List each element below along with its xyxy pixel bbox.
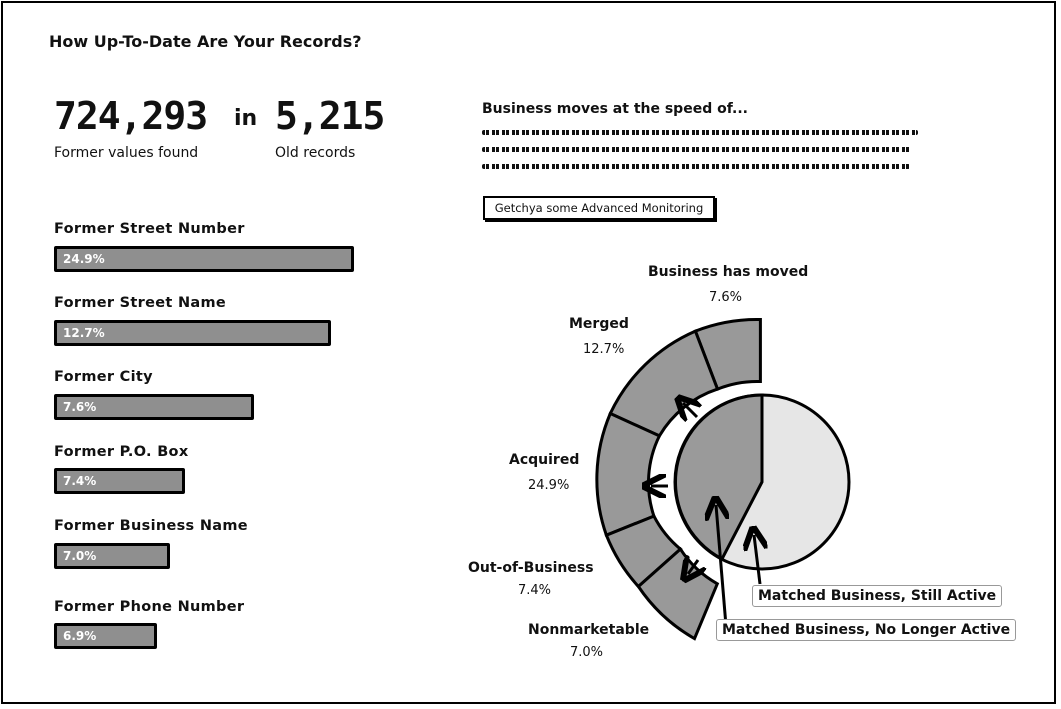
bar-value: 7.6% [63, 400, 97, 414]
segment-label-acquired: Acquired [509, 452, 580, 468]
former-values-count: 724,293 [54, 94, 208, 138]
bar-value: 7.4% [63, 474, 97, 488]
in-connector: in [234, 106, 258, 131]
segment-value-business-has-moved: 7.6% [709, 290, 743, 305]
bar-label-street-name: Former Street Name [54, 295, 227, 311]
bar-value: 24.9% [63, 252, 105, 266]
old-records-count: 5,215 [275, 94, 385, 138]
bar-label-city: Former City [54, 369, 153, 385]
segment-value-merged: 12.7% [583, 342, 625, 357]
callout-still-active: Matched Business, Still Active [752, 585, 1002, 607]
bar-value: 7.0% [63, 549, 97, 563]
bar-value: 12.7% [63, 326, 105, 340]
bar-value: 6.9% [63, 629, 97, 643]
former-values-label: Former values found [54, 145, 199, 161]
promo-heading: Business moves at the speed of... [482, 101, 748, 117]
page-title: How Up-To-Date Are Your Records? [49, 32, 362, 51]
segment-value-acquired: 24.9% [528, 478, 570, 493]
segment-value-nonmarketable: 7.0% [570, 645, 604, 660]
segment-label-out-of-business: Out-of-Business [468, 560, 594, 576]
arrow-to-merged [683, 403, 697, 417]
segment-value-out-of-business: 7.4% [518, 583, 552, 598]
segment-label-nonmarketable: Nonmarketable [528, 622, 650, 638]
bar-label-business-name: Former Business Name [54, 518, 248, 534]
bar-label-po-box: Former P.O. Box [54, 444, 189, 460]
segment-label-business-has-moved: Business has moved [648, 264, 809, 280]
old-records-label: Old records [275, 145, 356, 161]
callout-no-longer-active: Matched Business, No Longer Active [716, 619, 1016, 641]
bar-label-street-number: Former Street Number [54, 221, 245, 237]
advanced-monitoring-button[interactable]: Getchya some Advanced Monitoring [483, 196, 715, 220]
bar-label-phone-number: Former Phone Number [54, 599, 245, 615]
segment-label-merged: Merged [569, 316, 629, 332]
